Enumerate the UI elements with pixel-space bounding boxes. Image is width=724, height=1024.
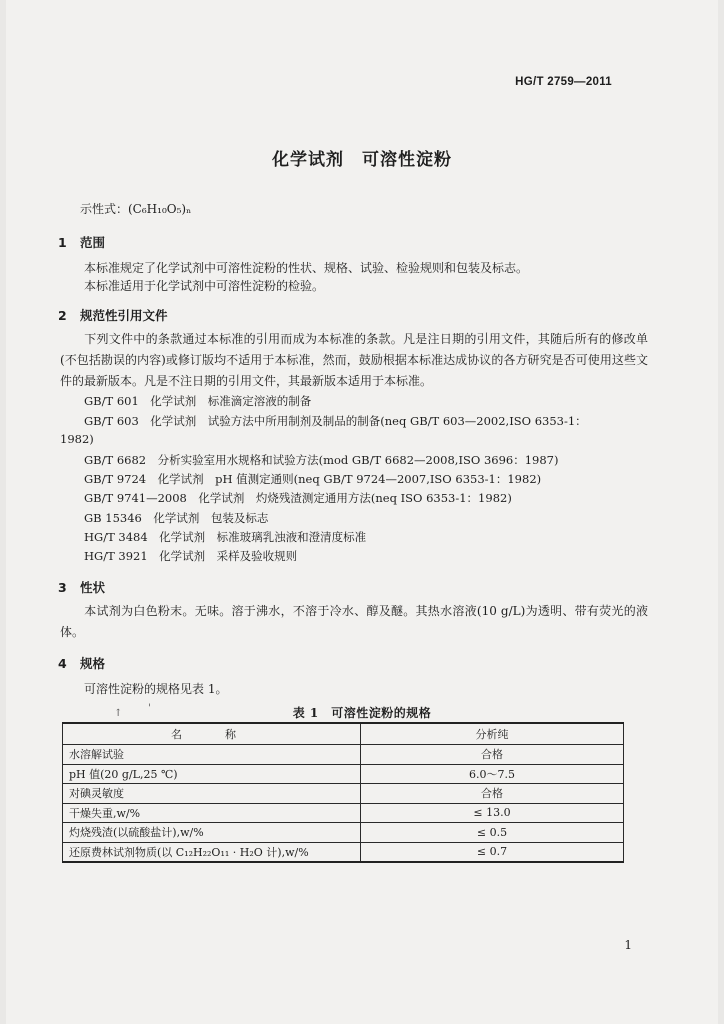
- section-2-intro: 下列文件中的条款通过本标准的引用而成为本标准的条款。凡是注日期的引用文件，其随后所有的修改单(不包括勘误的内容)或修订版均不适用于本标准，然而，鼓励根据本标准达成协议的各方研究是否可使用这些文件的最新版本。凡是不注日期的引用文件，其最新版本适用于本标准。: [60, 332, 648, 388]
- cell-value: 合格: [361, 745, 624, 765]
- reference-item-continued: 1982): [60, 432, 94, 446]
- reference-item: GB/T 601 化学试剂 标准滴定溶液的制备: [84, 394, 312, 408]
- table-row: [63, 823, 624, 843]
- page-number: 1: [624, 938, 632, 952]
- reference-item: HG/T 3484 化学试剂 标准玻璃乳浊液和澄清度标准: [84, 530, 367, 544]
- table-row: [63, 784, 624, 804]
- reference-item: GB/T 6682 分析实验室用水规格和试验方法(mod GB/T 6682—2008,ISO 3696：1987): [84, 453, 559, 467]
- cell-name: 灼烧残渣(以硫酸盐计),w/%: [63, 823, 361, 843]
- formula-line: 示性式：(C₆H₁₀O₅)ₙ: [80, 202, 192, 216]
- section-1-heading: [58, 233, 105, 251]
- section-number: 3: [58, 580, 67, 595]
- table-row: [63, 745, 624, 765]
- cell-value: ≤ 0.7: [361, 842, 624, 862]
- table-header-row: [63, 723, 624, 745]
- table-title: 表 1 可溶性淀粉的规格: [292, 706, 432, 720]
- table-row: [63, 764, 624, 784]
- table-row: [63, 842, 624, 862]
- section-title: 规范性引用文件: [80, 308, 168, 323]
- reference-item: HG/T 3921 化学试剂 采样及验收规则: [84, 549, 298, 563]
- reference-item: GB/T 603 化学试剂 试验方法中所用制剂及制品的制备(neq GB/T 603—2002,ISO 6353-1：: [84, 414, 587, 428]
- table-row: [63, 803, 624, 823]
- scan-mark: ↑: [114, 708, 123, 719]
- column-header-grade: 分析纯: [361, 723, 624, 745]
- reference-item: GB/T 9724 化学试剂 pH 值测定通则(neq GB/T 9724—2007,ISO 6353-1：1982): [84, 472, 542, 486]
- reference-item: GB 15346 化学试剂 包装及标志: [84, 511, 269, 525]
- cell-name: 水溶解试验: [63, 745, 361, 765]
- section-1-para-2: 本标准适用于化学试剂中可溶性淀粉的检验。: [84, 279, 325, 293]
- section-title: 性状: [80, 580, 106, 595]
- section-4-para: 可溶性淀粉的规格见表 1。: [84, 682, 228, 696]
- document-title: 化学试剂 可溶性淀粉: [272, 150, 452, 170]
- section-3-para: 本试剂为白色粉末。无味。溶于沸水，不溶于冷水、醇及醚。其热水溶液(10 g/L)为透明、带有荧光的液体。: [60, 604, 648, 639]
- cell-value: ≤ 0.5: [361, 823, 624, 843]
- column-header-name: 名 称: [63, 723, 361, 745]
- cell-value: 合格: [361, 784, 624, 804]
- scan-mark: ': [148, 703, 151, 714]
- cell-name: 干燥失重,w/%: [63, 803, 361, 823]
- cell-value: ≤ 13.0: [361, 803, 624, 823]
- standard-number: HG/T 2759—2011: [515, 76, 612, 88]
- section-number: 1: [58, 235, 67, 250]
- cell-name: 还原费林试剂物质(以 C₁₂H₂₂O₁₁ · H₂O 计),w/%: [63, 842, 361, 862]
- specification-table: [62, 722, 624, 863]
- section-4-heading: [58, 654, 105, 672]
- section-title: 范围: [80, 235, 106, 250]
- section-3-heading: [58, 578, 105, 596]
- section-2-heading: [58, 306, 168, 324]
- document-page: [6, 0, 718, 1024]
- cell-value: 6.0～7.5: [361, 764, 624, 784]
- section-number: 4: [58, 656, 67, 671]
- cell-name: pH 值(20 g/L,25 ℃): [63, 764, 361, 784]
- reference-item: GB/T 9741—2008 化学试剂 灼烧残渣测定通用方法(neq ISO 6353-1：1982): [84, 491, 512, 505]
- section-title: 规格: [80, 656, 106, 671]
- cell-name: 对碘灵敏度: [63, 784, 361, 804]
- section-number: 2: [58, 308, 67, 323]
- section-1-para-1: 本标准规定了化学试剂中可溶性淀粉的性状、规格、试验、检验规则和包装及标志。: [84, 261, 529, 275]
